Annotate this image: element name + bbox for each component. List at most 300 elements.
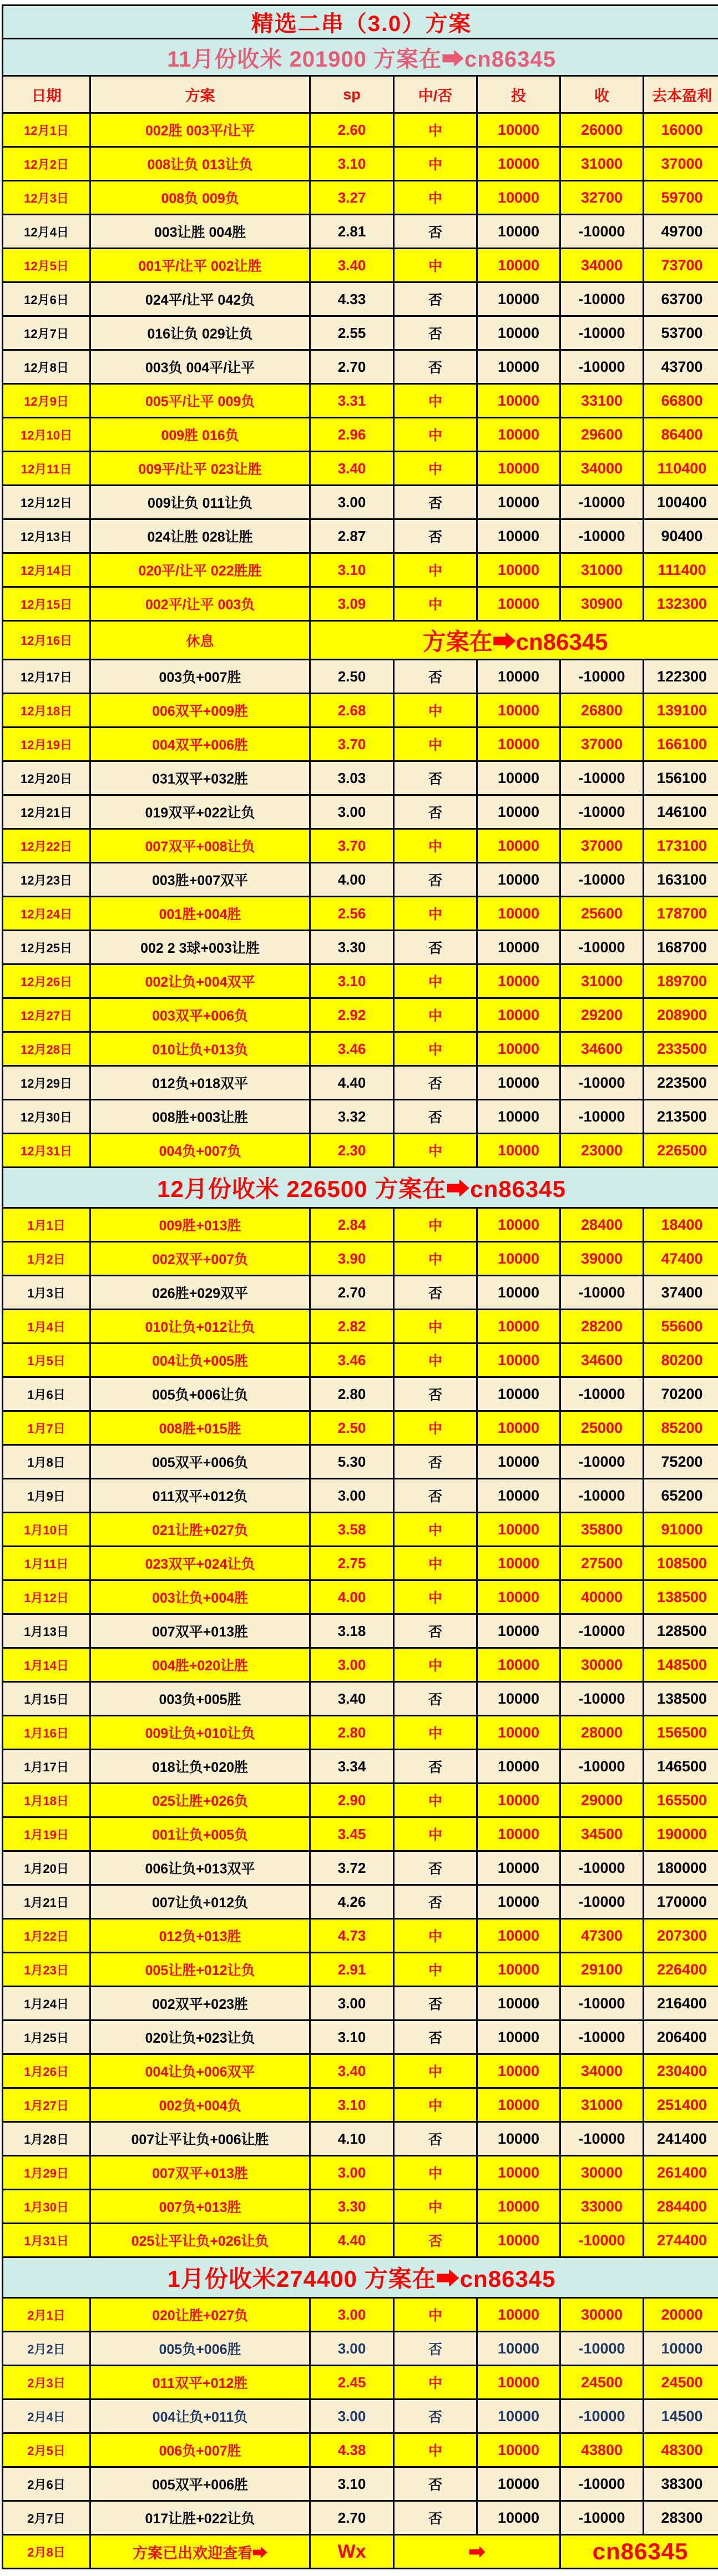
date-cell: 12月10日	[3, 418, 90, 452]
stake-cell: 10000	[477, 1066, 560, 1100]
sp-cell: 2.75	[310, 1547, 394, 1580]
plan-cell: 007双平+013胜	[90, 1614, 310, 1648]
return-cell: 26000	[560, 113, 644, 147]
table-row	[3, 1276, 718, 1310]
result-cell: 否	[394, 215, 477, 249]
table-header-row	[3, 76, 718, 113]
sp-cell: 3.58	[310, 1513, 394, 1547]
november-summary: 11月份收米 201900 方案在➡cn86345	[3, 39, 718, 76]
date-cell: 1月6日	[3, 1377, 90, 1411]
date-cell: 2月1日	[3, 2298, 90, 2332]
plan-cell: 018让负+020胜	[90, 1750, 310, 1784]
sp-cell: 4.00	[310, 863, 394, 897]
date-cell: 1月18日	[3, 1784, 90, 1817]
plan-cell: 026胜+029双平	[90, 1276, 310, 1310]
return-cell: 34000	[560, 2054, 644, 2088]
sp-cell: 3.00	[310, 2298, 394, 2332]
stake-cell: 10000	[477, 863, 560, 897]
stake-cell: 10000	[477, 761, 560, 795]
table-row	[3, 1547, 718, 1580]
date-cell: 12月24日	[3, 897, 90, 931]
result-cell: 否	[394, 660, 477, 694]
wechat-label-cell: Wx	[310, 2535, 394, 2569]
sp-cell: 3.10	[310, 2467, 394, 2501]
return-cell: 28400	[560, 1208, 644, 1242]
date-cell: 12月7日	[3, 316, 90, 350]
plan-cell: 002让负+004双平	[90, 964, 310, 998]
result-cell: 中	[394, 181, 477, 215]
profit-cell: 53700	[644, 316, 718, 350]
table-row	[3, 1343, 718, 1377]
plan-cell: 019双平+022让负	[90, 795, 310, 829]
date-cell: 2月3日	[3, 2366, 90, 2400]
sp-cell: 3.40	[310, 2054, 394, 2088]
sp-cell: 2.50	[310, 660, 394, 694]
return-cell: -10000	[560, 931, 644, 964]
stake-cell: 10000	[477, 897, 560, 931]
date-cell: 12月2日	[3, 147, 90, 181]
plan-cell: 010让负+013负	[90, 1032, 310, 1066]
sp-cell: 4.10	[310, 2122, 394, 2156]
stake-cell: 10000	[477, 418, 560, 452]
result-cell: 否	[394, 2122, 477, 2156]
table-row	[3, 181, 718, 215]
sp-cell: 3.00	[310, 486, 394, 519]
table-row	[3, 1066, 718, 1100]
return-cell: 40000	[560, 1580, 644, 1614]
stake-cell: 10000	[477, 282, 560, 316]
profit-cell: 208900	[644, 998, 718, 1032]
return-cell: -10000	[560, 486, 644, 519]
return-cell: -10000	[560, 1276, 644, 1310]
return-cell: 29200	[560, 998, 644, 1032]
announcement-row	[3, 2535, 718, 2569]
return-cell: -10000	[560, 1614, 644, 1648]
sp-cell: 2.84	[310, 1208, 394, 1242]
sp-cell: 4.26	[310, 1885, 394, 1919]
return-cell: 43800	[560, 2433, 644, 2467]
return-cell: 33100	[560, 384, 644, 418]
plan-cell: 休息	[90, 621, 310, 660]
table-body	[3, 6, 718, 2569]
plan-cell: 008胜+003让胜	[90, 1100, 310, 1134]
result-cell: 否	[394, 2021, 477, 2054]
result-cell: 否	[394, 795, 477, 829]
sp-cell: 3.03	[310, 761, 394, 795]
profit-cell: 66800	[644, 384, 718, 418]
return-cell: 30000	[560, 2298, 644, 2332]
date-cell: 12月14日	[3, 553, 90, 587]
result-cell: 中	[394, 1648, 477, 1682]
stake-cell: 10000	[477, 1784, 560, 1817]
plan-cell: 012负+018双平	[90, 1066, 310, 1100]
sp-cell: 2.70	[310, 1276, 394, 1310]
stake-cell: 10000	[477, 147, 560, 181]
stake-cell: 10000	[477, 964, 560, 998]
profit-cell: 173100	[644, 829, 718, 863]
result-cell: 否	[394, 2224, 477, 2257]
sp-cell: 3.00	[310, 2156, 394, 2190]
result-cell: 中	[394, 587, 477, 621]
sp-cell: 3.00	[310, 2332, 394, 2366]
stake-cell: 10000	[477, 2156, 560, 2190]
sp-cell: 3.27	[310, 181, 394, 215]
return-cell: 28000	[560, 1716, 644, 1750]
profit-cell: 80200	[644, 1343, 718, 1377]
sp-cell: 3.70	[310, 728, 394, 761]
plan-cell: 003让胜 004胜	[90, 215, 310, 249]
result-cell: 中	[394, 829, 477, 863]
return-cell: -10000	[560, 316, 644, 350]
page-title: 精选二串（3.0）方案	[3, 6, 718, 39]
profit-cell: 86400	[644, 418, 718, 452]
result-cell: 中	[394, 1919, 477, 1953]
date-cell: 1月13日	[3, 1614, 90, 1648]
table-row	[3, 519, 718, 553]
profit-cell: 70200	[644, 1377, 718, 1411]
stake-cell: 10000	[477, 728, 560, 761]
table-row	[3, 1682, 718, 1716]
date-cell: 1月5日	[3, 1343, 90, 1377]
profit-cell: 163100	[644, 863, 718, 897]
result-cell: 中	[394, 694, 477, 728]
stake-cell: 10000	[477, 795, 560, 829]
profit-cell: 59700	[644, 181, 718, 215]
stake-cell: 10000	[477, 1716, 560, 1750]
plan-cell: 003负 004平/让平	[90, 350, 310, 384]
result-cell: 否	[394, 2467, 477, 2501]
plan-cell: 012负+013胜	[90, 1919, 310, 1953]
sp-cell: 2.70	[310, 350, 394, 384]
table-row	[3, 1032, 718, 1066]
stake-cell: 10000	[477, 1513, 560, 1547]
result-cell: 中	[394, 998, 477, 1032]
return-cell: 28200	[560, 1310, 644, 1343]
result-cell: 否	[394, 2332, 477, 2366]
stake-cell: 10000	[477, 829, 560, 863]
return-cell: 30900	[560, 587, 644, 621]
table-row	[3, 897, 718, 931]
return-cell: 32700	[560, 181, 644, 215]
result-cell: 中	[394, 2298, 477, 2332]
plan-cell: 005负+006让负	[90, 1377, 310, 1411]
stake-cell: 10000	[477, 1343, 560, 1377]
sp-cell: 2.60	[310, 113, 394, 147]
profit-cell: 16000	[644, 113, 718, 147]
result-cell: 否	[394, 1851, 477, 1885]
plan-cell: 004让负+005胜	[90, 1343, 310, 1377]
profit-cell: 47400	[644, 1242, 718, 1276]
table-row	[3, 964, 718, 998]
date-cell: 12月28日	[3, 1032, 90, 1066]
sp-cell: 3.00	[310, 2400, 394, 2433]
table-row	[3, 931, 718, 964]
profit-cell: 146100	[644, 795, 718, 829]
table-row	[3, 418, 718, 452]
return-cell: -10000	[560, 863, 644, 897]
date-cell: 12月21日	[3, 795, 90, 829]
result-cell: 中	[394, 1032, 477, 1066]
stake-cell: 10000	[477, 1919, 560, 1953]
result-cell: 否	[394, 1276, 477, 1310]
stake-cell: 10000	[477, 1377, 560, 1411]
sp-cell: 4.73	[310, 1919, 394, 1953]
date-cell: 1月31日	[3, 2224, 90, 2257]
profit-cell: 43700	[644, 350, 718, 384]
plan-cell: 007让负+012负	[90, 1885, 310, 1919]
table-row	[3, 694, 718, 728]
profit-cell: 156100	[644, 761, 718, 795]
table-row	[3, 795, 718, 829]
result-cell: 中	[394, 1817, 477, 1851]
result-cell: 否	[394, 863, 477, 897]
table-row	[3, 728, 718, 761]
table-row	[3, 452, 718, 486]
result-cell: 否	[394, 350, 477, 384]
column-header-stake: 投	[477, 76, 560, 113]
return-cell: -10000	[560, 2224, 644, 2257]
plan-cell: 024让胜 028让胜	[90, 519, 310, 553]
plan-cell: 006双平+009胜	[90, 694, 310, 728]
plan-cell: 004胜+020让胜	[90, 1648, 310, 1682]
result-cell: 中	[394, 384, 477, 418]
plan-cell: 006负+007胜	[90, 2433, 310, 2467]
sp-cell: 3.10	[310, 964, 394, 998]
return-cell: -10000	[560, 1750, 644, 1784]
return-cell: 29600	[560, 418, 644, 452]
result-cell: 否	[394, 1614, 477, 1648]
stake-cell: 10000	[477, 931, 560, 964]
return-cell: 25600	[560, 897, 644, 931]
profit-cell: 91000	[644, 1513, 718, 1547]
column-header-sp: sp	[310, 76, 394, 113]
date-cell: 12月8日	[3, 350, 90, 384]
result-cell: 否	[394, 2400, 477, 2433]
table-row	[3, 1580, 718, 1614]
sp-cell: 3.00	[310, 1479, 394, 1513]
date-cell: 12月5日	[3, 249, 90, 282]
result-cell: 否	[394, 931, 477, 964]
sp-cell: 3.00	[310, 1987, 394, 2021]
date-cell: 12月18日	[3, 694, 90, 728]
plan-cell: 020平/让平 022胜胜	[90, 553, 310, 587]
profit-cell: 108500	[644, 1547, 718, 1580]
sp-cell: 2.90	[310, 1784, 394, 1817]
result-cell: 中	[394, 2366, 477, 2400]
plan-cell: 002 2 3球+003让胜	[90, 931, 310, 964]
date-cell: 1月30日	[3, 2190, 90, 2224]
column-header-date: 日期	[3, 76, 90, 113]
table-row	[3, 486, 718, 519]
table-row	[3, 2400, 718, 2433]
date-cell: 2月4日	[3, 2400, 90, 2433]
table-row	[3, 1377, 718, 1411]
profit-cell: 146500	[644, 1750, 718, 1784]
plan-cell: 001胜+004胜	[90, 897, 310, 931]
sp-cell: 3.70	[310, 829, 394, 863]
plan-cell: 005平/让平 009负	[90, 384, 310, 418]
table-row	[3, 316, 718, 350]
date-cell: 1月29日	[3, 2156, 90, 2190]
sp-cell: 3.40	[310, 452, 394, 486]
date-cell: 12月26日	[3, 964, 90, 998]
plan-cell: 017让胜+022让负	[90, 2501, 310, 2535]
sp-cell: 2.68	[310, 694, 394, 728]
profit-cell: 139100	[644, 694, 718, 728]
stake-cell: 10000	[477, 486, 560, 519]
profit-cell: 20000	[644, 2298, 718, 2332]
sp-cell: 3.18	[310, 1614, 394, 1648]
column-header-hit: 中/否	[394, 76, 477, 113]
result-cell: 否	[394, 2501, 477, 2535]
stake-cell: 10000	[477, 1310, 560, 1343]
stake-cell: 10000	[477, 452, 560, 486]
result-cell: 否	[394, 282, 477, 316]
profit-cell: 73700	[644, 249, 718, 282]
stake-cell: 10000	[477, 2122, 560, 2156]
stake-cell: 10000	[477, 1445, 560, 1479]
table-row	[3, 2366, 718, 2400]
plan-cell: 002双平+007负	[90, 1242, 310, 1276]
sp-cell: 2.45	[310, 2366, 394, 2400]
plan-cell: 007负+013胜	[90, 2190, 310, 2224]
stake-cell: 10000	[477, 1750, 560, 1784]
date-cell: 12月16日	[3, 621, 90, 660]
plan-cell: 009胜 016负	[90, 418, 310, 452]
stake-cell: 10000	[477, 2190, 560, 2224]
plan-cell: 002双平+023胜	[90, 1987, 310, 2021]
return-cell: -10000	[560, 1100, 644, 1134]
result-cell: 否	[394, 1750, 477, 1784]
result-cell: 中	[394, 1242, 477, 1276]
column-header-return: 收	[560, 76, 644, 113]
stake-cell: 10000	[477, 1242, 560, 1276]
date-cell: 12月29日	[3, 1066, 90, 1100]
result-cell: 否	[394, 1987, 477, 2021]
return-cell: -10000	[560, 1066, 644, 1100]
table-row	[3, 2054, 718, 2088]
table-row	[3, 2298, 718, 2332]
date-cell: 1月4日	[3, 1310, 90, 1343]
profit-cell: 178700	[644, 897, 718, 931]
result-cell: 否	[394, 1479, 477, 1513]
return-cell: 29000	[560, 1784, 644, 1817]
table-row	[3, 829, 718, 863]
result-cell: 中	[394, 113, 477, 147]
return-cell: -10000	[560, 2021, 644, 2054]
date-cell: 1月20日	[3, 1851, 90, 1885]
sp-cell: 2.30	[310, 1134, 394, 1168]
stake-cell: 10000	[477, 587, 560, 621]
contact-code-cell: cn86345	[560, 2535, 718, 2569]
result-cell: 否	[394, 1100, 477, 1134]
return-cell: 34000	[560, 452, 644, 486]
sp-cell: 3.40	[310, 249, 394, 282]
stake-cell: 10000	[477, 1276, 560, 1310]
betting-record-table	[2, 4, 718, 2569]
result-cell: 中	[394, 2054, 477, 2088]
table-row	[3, 1242, 718, 1276]
profit-cell: 156500	[644, 1716, 718, 1750]
table-row	[3, 1987, 718, 2021]
profit-cell: 65200	[644, 1479, 718, 1513]
plan-cell: 008胜+015胜	[90, 1411, 310, 1445]
result-cell: 否	[394, 1885, 477, 1919]
sp-cell: 2.50	[310, 1411, 394, 1445]
result-cell: 中	[394, 1547, 477, 1580]
stake-cell: 10000	[477, 1479, 560, 1513]
plan-cell: 011双平+012负	[90, 1479, 310, 1513]
profit-cell: 18400	[644, 1208, 718, 1242]
table-row	[3, 147, 718, 181]
result-cell: 中	[394, 1580, 477, 1614]
table-row	[3, 587, 718, 621]
sp-cell: 2.96	[310, 418, 394, 452]
return-cell: -10000	[560, 2501, 644, 2535]
profit-cell: 63700	[644, 282, 718, 316]
plan-cell: 003胜+007双平	[90, 863, 310, 897]
result-cell: 否	[394, 486, 477, 519]
table-row	[3, 2224, 718, 2257]
plan-cell: 011双平+012胜	[90, 2366, 310, 2400]
profit-cell: 138500	[644, 1580, 718, 1614]
table-row	[3, 660, 718, 694]
result-cell: 中	[394, 452, 477, 486]
table-row	[3, 1953, 718, 1987]
return-cell: 34000	[560, 249, 644, 282]
stake-cell: 10000	[477, 384, 560, 418]
plan-cell: 007让平让负+006让胜	[90, 2122, 310, 2156]
plan-cell: 008让负 013让负	[90, 147, 310, 181]
sp-cell: 2.70	[310, 2501, 394, 2535]
profit-cell: 111400	[644, 553, 718, 587]
arrow-icon: ➡	[394, 2535, 560, 2569]
profit-cell: 261400	[644, 2156, 718, 2190]
table-row	[3, 1310, 718, 1343]
table-row	[3, 1784, 718, 1817]
plan-cell: 031双平+032胜	[90, 761, 310, 795]
table-row	[3, 2088, 718, 2122]
profit-cell: 165500	[644, 1784, 718, 1817]
return-cell: 31000	[560, 553, 644, 587]
date-cell: 1月11日	[3, 1547, 90, 1580]
return-cell: 26800	[560, 694, 644, 728]
sp-cell: 3.72	[310, 1851, 394, 1885]
table-row	[3, 113, 718, 147]
date-cell: 12月22日	[3, 829, 90, 863]
date-cell: 12月25日	[3, 931, 90, 964]
sp-cell: 3.30	[310, 931, 394, 964]
date-cell: 12月17日	[3, 660, 90, 694]
table-row	[3, 1851, 718, 1885]
plan-cell: 008负 009负	[90, 181, 310, 215]
table-row	[3, 1513, 718, 1547]
plan-cell: 002负+004负	[90, 2088, 310, 2122]
date-cell: 1月3日	[3, 1276, 90, 1310]
stake-cell: 10000	[477, 2433, 560, 2467]
table-row	[3, 282, 718, 316]
result-cell: 中	[394, 1208, 477, 1242]
sp-cell: 2.80	[310, 1377, 394, 1411]
date-cell: 12月11日	[3, 452, 90, 486]
plan-cell: 009平/让平 023让胜	[90, 452, 310, 486]
return-cell: 27500	[560, 1547, 644, 1580]
plan-cell: 006让负+013双平	[90, 1851, 310, 1885]
plan-cell: 024平/让平 042负	[90, 282, 310, 316]
date-cell: 1月26日	[3, 2054, 90, 2088]
month-summary-text: 1月份收米274400 方案在➡cn86345	[3, 2257, 718, 2298]
stake-cell: 10000	[477, 1580, 560, 1614]
